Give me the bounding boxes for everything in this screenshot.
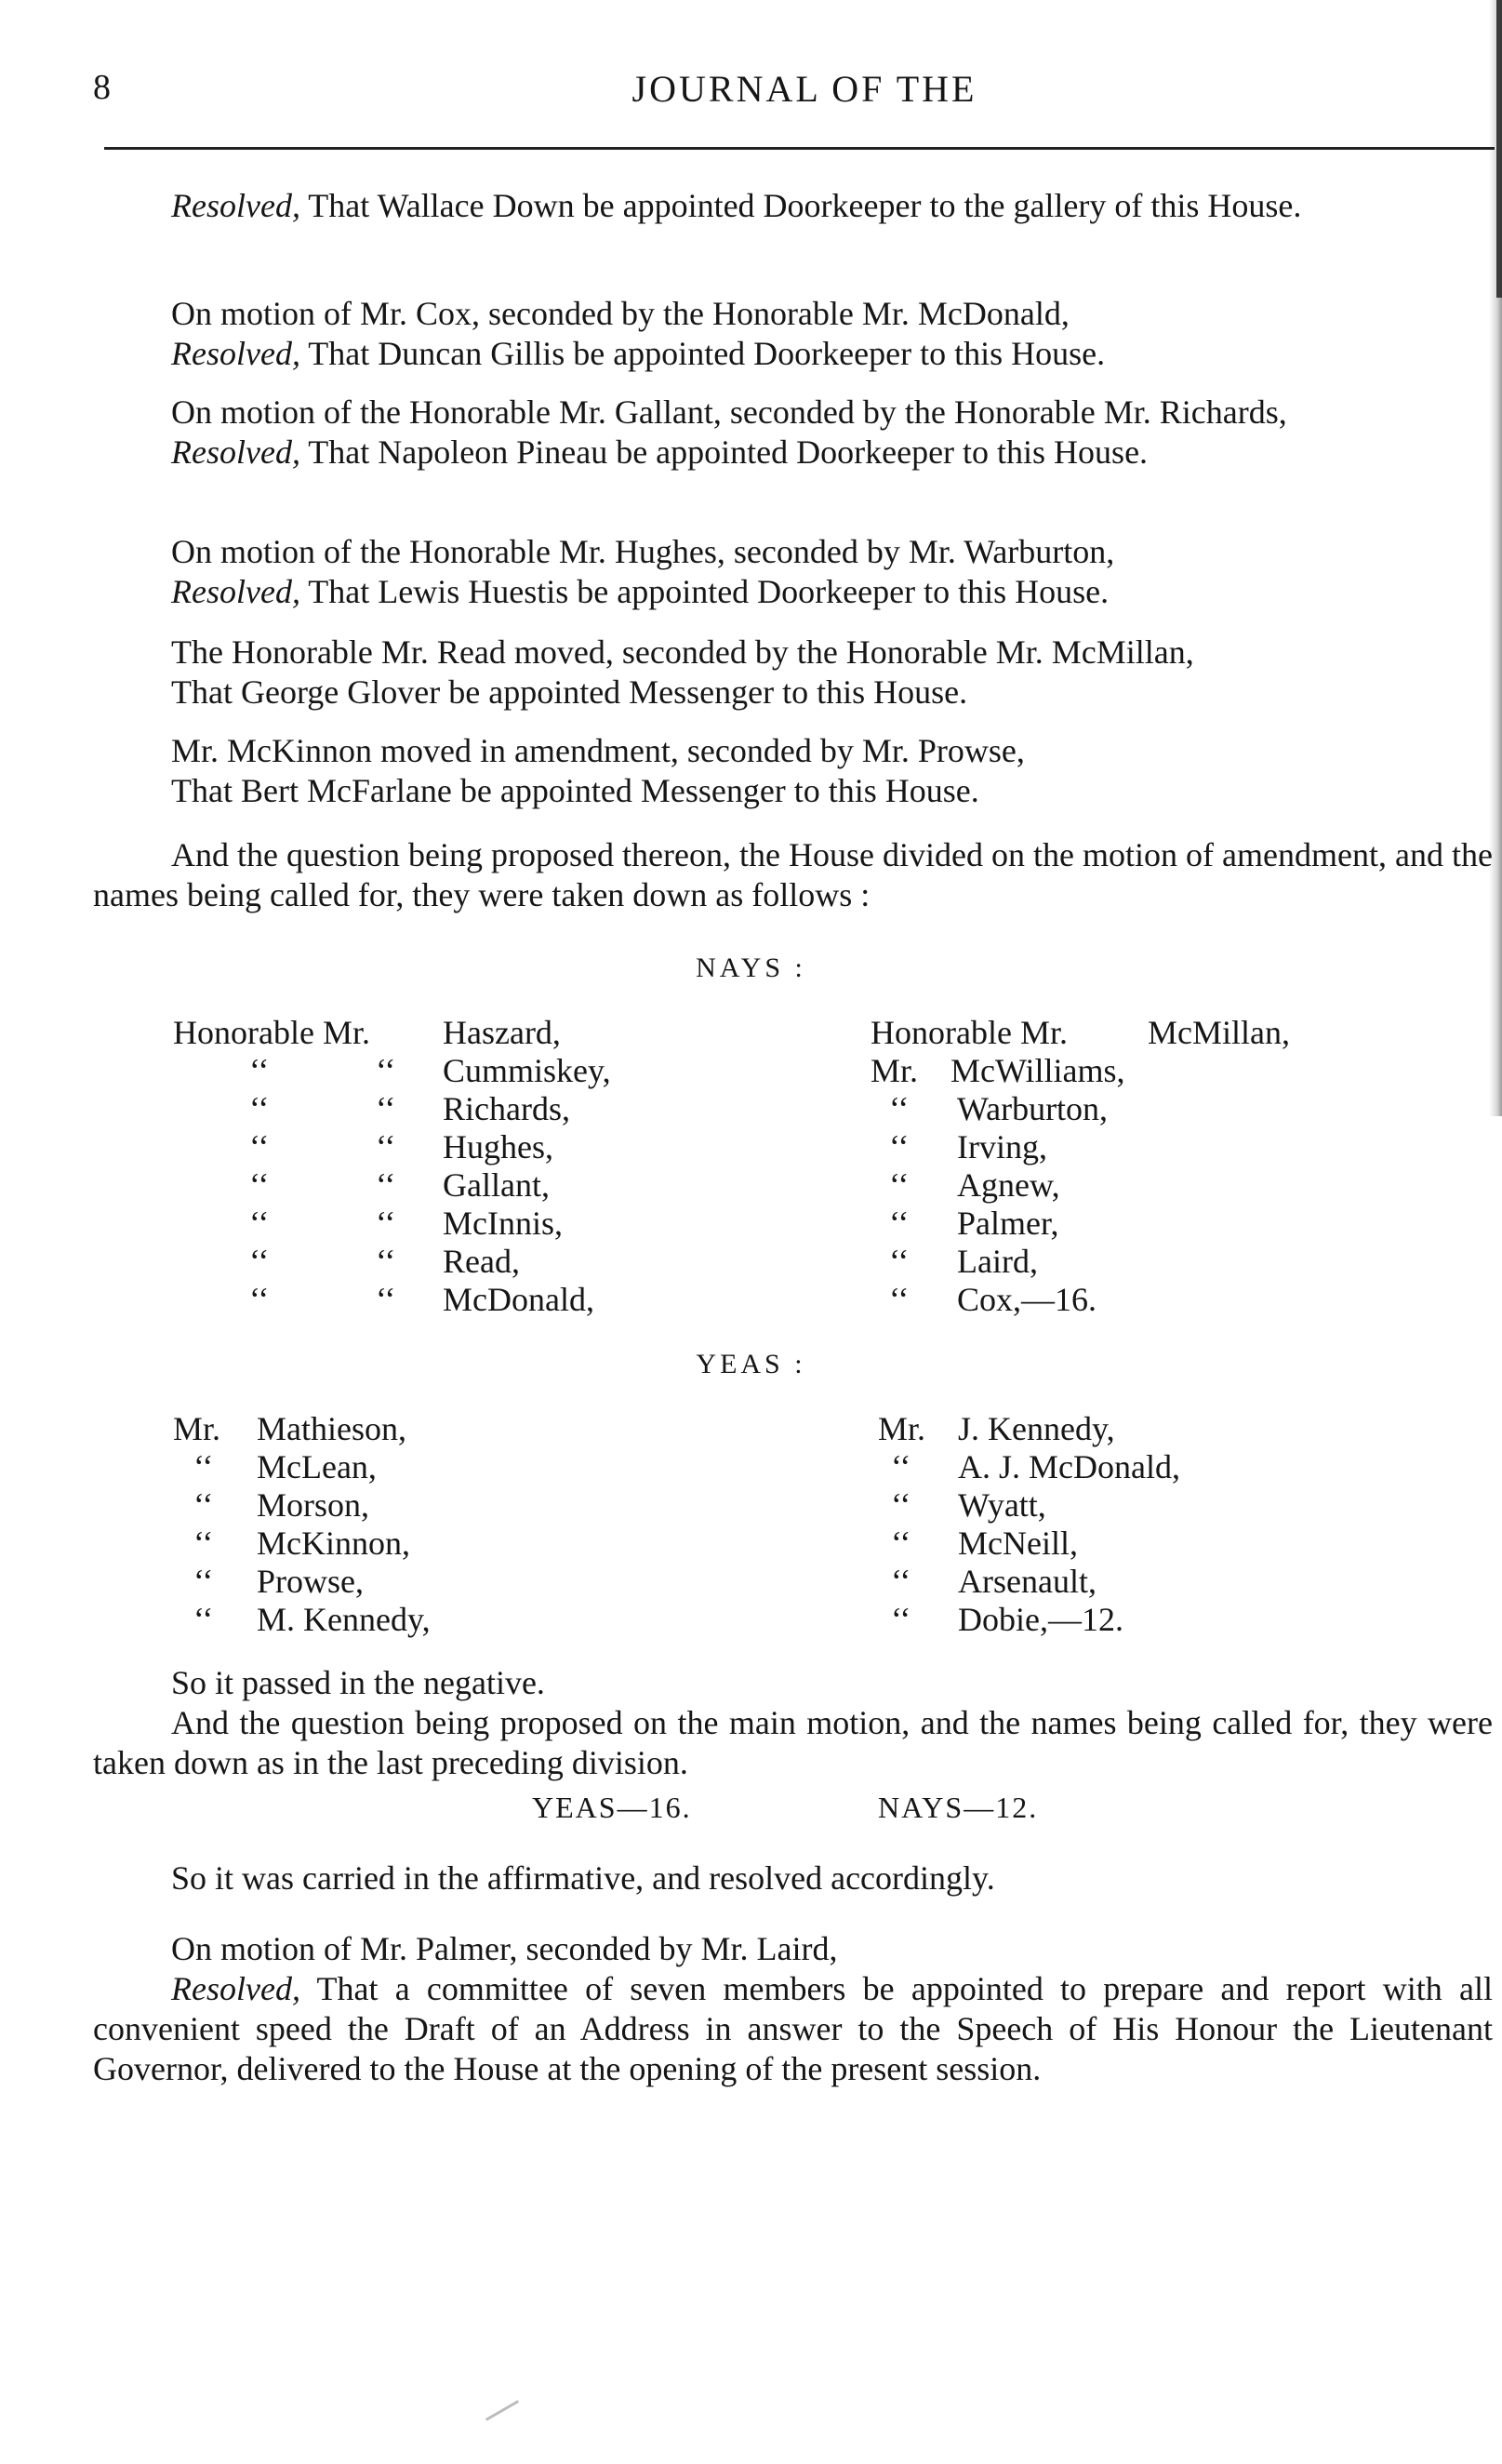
resolution-line bbox=[93, 334, 1493, 374]
ditto-mark: ‘‘ bbox=[889, 1281, 910, 1318]
member-name: McMillan, bbox=[1148, 1014, 1290, 1051]
member-name: Cox,—16. bbox=[957, 1281, 1097, 1318]
member-name: Warburton, bbox=[957, 1090, 1109, 1127]
ditto-mark: ‘‘ bbox=[889, 1090, 910, 1127]
ditto-mark: ‘‘ bbox=[889, 1243, 910, 1280]
member-name: McInnis, bbox=[443, 1205, 563, 1242]
amendment-text: That Bert McFarlane be appointed Messenger to this House. bbox=[171, 772, 979, 809]
motion-line: The Honorable Mr. Read moved, seconded by the Honorable Mr. McMillan, bbox=[171, 633, 1194, 671]
member-name: Haszard, bbox=[443, 1014, 561, 1051]
paragraph-negative-and-main-motion bbox=[93, 1663, 1493, 1783]
resolved-label: Resolved, bbox=[171, 433, 300, 471]
ditto-mark: ‘‘ bbox=[193, 1448, 214, 1485]
negative-line: So it passed in the negative. bbox=[171, 1664, 545, 1701]
member-row bbox=[871, 1243, 1466, 1281]
running-title: JOURNAL OF THE bbox=[631, 68, 977, 110]
member-prefix: Honorable Mr. bbox=[173, 1014, 370, 1051]
nays-total: NAYS—12. bbox=[878, 1791, 1039, 1824]
resolved-label: Resolved, bbox=[171, 573, 300, 610]
ditto-mark: ‘‘ bbox=[376, 1166, 396, 1204]
member-row bbox=[871, 1052, 1466, 1090]
motion-line: On motion of Mr. Cox, seconded by the Honorable Mr. McDonald, bbox=[171, 295, 1070, 332]
member-row bbox=[173, 1525, 731, 1563]
member-row bbox=[871, 1166, 1466, 1205]
member-row bbox=[173, 1448, 731, 1486]
member-row bbox=[878, 1525, 1473, 1563]
member-row bbox=[173, 1014, 731, 1052]
member-row bbox=[871, 1128, 1466, 1166]
paragraph-text: That Wallace Down be appointed Doorkeeper to the gallery of this House. bbox=[299, 187, 1302, 224]
motion-line: On motion of the Honorable Mr. Hughes, seconded by Mr. Warburton, bbox=[171, 533, 1115, 570]
member-name: Palmer, bbox=[957, 1205, 1059, 1242]
nays-right-column bbox=[871, 1014, 1466, 1319]
paragraph-resolved-wallace-down bbox=[93, 186, 1493, 226]
member-name: McDonald, bbox=[443, 1281, 594, 1318]
ditto-mark: ‘‘ bbox=[376, 1052, 396, 1089]
member-name: McNeill, bbox=[958, 1525, 1078, 1562]
yeas-heading: YEAS : bbox=[696, 1349, 806, 1379]
member-row bbox=[173, 1410, 731, 1448]
ditto-mark: ‘‘ bbox=[249, 1166, 270, 1204]
member-name: J. Kennedy, bbox=[958, 1410, 1115, 1447]
member-name: Morson, bbox=[257, 1486, 370, 1524]
member-row bbox=[173, 1052, 731, 1090]
resolution-body: That a committee of seven members be appointed to prepare and report with all convenient speed the Draft of an Address in answer to the Speech of His Honour the Lieutenant Governor, delivered to the House at the opening of the present session. bbox=[93, 1970, 1493, 2087]
paragraph-motion-gallant bbox=[93, 393, 1493, 473]
resolved-label: Resolved, bbox=[171, 335, 300, 372]
ditto-mark: ‘‘ bbox=[891, 1486, 911, 1524]
ditto-mark: ‘‘ bbox=[193, 1525, 214, 1562]
page-number: 8 bbox=[93, 68, 111, 107]
member-name: Read, bbox=[443, 1243, 520, 1280]
ditto-mark: ‘‘ bbox=[376, 1128, 396, 1165]
member-prefix: Mr. bbox=[871, 1052, 919, 1089]
member-row bbox=[173, 1486, 731, 1525]
member-name: Hughes, bbox=[443, 1128, 553, 1165]
ditto-mark: ‘‘ bbox=[193, 1486, 214, 1524]
ditto-mark: ‘‘ bbox=[249, 1243, 270, 1280]
resolution-text: That Duncan Gillis be appointed Doorkeeper to this House. bbox=[299, 335, 1106, 372]
ditto-mark: ‘‘ bbox=[376, 1243, 396, 1280]
motion-line: On motion of Mr. Palmer, seconded by Mr. Laird, bbox=[171, 1930, 838, 1967]
paragraph-affirmative: So it was carried in the affirmative, and resolved accordingly. bbox=[171, 1859, 995, 1897]
paragraph-question-proposed: And the question being proposed thereon, the House divided on the motion of amendment, and the names being called for, they were taken down as follows : bbox=[93, 836, 1493, 913]
ditto-mark: ‘‘ bbox=[376, 1090, 396, 1127]
paragraph-mckinnon-amendment bbox=[93, 731, 1493, 811]
member-prefix: Mr. bbox=[173, 1410, 221, 1447]
ditto-mark: ‘‘ bbox=[376, 1281, 396, 1318]
member-row bbox=[173, 1166, 731, 1205]
member-name: M. Kennedy, bbox=[257, 1601, 431, 1638]
member-row bbox=[871, 1205, 1466, 1243]
ditto-mark: ‘‘ bbox=[193, 1563, 214, 1600]
resolved-label: Resolved, bbox=[171, 1970, 300, 2007]
paragraph-motion-cox bbox=[93, 294, 1493, 374]
ditto-mark: ‘‘ bbox=[891, 1563, 911, 1600]
ditto-mark: ‘‘ bbox=[889, 1166, 910, 1204]
scan-mark bbox=[485, 2400, 519, 2421]
ditto-mark: ‘‘ bbox=[249, 1281, 270, 1318]
amendment-line: Mr. McKinnon moved in amendment, seconded by Mr. Prowse, bbox=[171, 732, 1025, 769]
member-name: Cummiskey, bbox=[443, 1052, 611, 1089]
page-edge-dark bbox=[1496, 0, 1502, 298]
header-rule bbox=[104, 147, 1495, 150]
main-motion-text: And the question being proposed on the main motion, and the names being called for, they were taken down as in the last preceding division. bbox=[93, 1704, 1493, 1781]
ditto-mark: ‘‘ bbox=[891, 1601, 911, 1638]
yeas-right-column bbox=[878, 1410, 1473, 1639]
paragraph-read-moved bbox=[93, 633, 1493, 713]
ditto-mark: ‘‘ bbox=[249, 1205, 270, 1242]
ditto-mark: ‘‘ bbox=[376, 1205, 396, 1242]
member-row bbox=[878, 1563, 1473, 1601]
resolved-label: Resolved, bbox=[171, 187, 300, 224]
member-row bbox=[173, 1563, 731, 1601]
member-prefix: Mr. bbox=[878, 1410, 926, 1447]
resolution-line bbox=[93, 572, 1493, 612]
member-name: Prowse, bbox=[257, 1563, 364, 1600]
paragraph-motion-palmer bbox=[93, 1929, 1493, 2089]
ditto-mark: ‘‘ bbox=[889, 1128, 910, 1165]
motion-text: That George Glover be appointed Messenger to this House. bbox=[171, 673, 968, 711]
ditto-mark: ‘‘ bbox=[889, 1205, 910, 1242]
member-row bbox=[878, 1410, 1473, 1448]
yeas-left-column bbox=[173, 1410, 731, 1639]
page-header bbox=[93, 67, 1479, 113]
member-row bbox=[173, 1243, 731, 1281]
member-name: Gallant, bbox=[443, 1166, 550, 1204]
ditto-mark: ‘‘ bbox=[193, 1601, 214, 1638]
member-row bbox=[173, 1128, 731, 1166]
member-name: Agnew, bbox=[957, 1166, 1060, 1204]
member-name: McKinnon, bbox=[257, 1525, 410, 1562]
ditto-mark: ‘‘ bbox=[891, 1448, 911, 1485]
member-row bbox=[878, 1448, 1473, 1486]
member-name: Arsenault, bbox=[958, 1563, 1097, 1600]
member-name: McWilliams, bbox=[950, 1052, 1125, 1089]
member-name: Irving, bbox=[957, 1128, 1047, 1165]
nays-left-column bbox=[173, 1014, 731, 1319]
member-name: Dobie,—12. bbox=[958, 1601, 1123, 1638]
nays-heading: NAYS : bbox=[696, 952, 806, 983]
ditto-mark: ‘‘ bbox=[249, 1090, 270, 1127]
resolution-text bbox=[93, 1969, 1493, 2089]
resolution-text: That Lewis Huestis be appointed Doorkeeper to this House. bbox=[299, 573, 1110, 610]
resolution-text: That Napoleon Pineau be appointed Doorkeeper to this House. bbox=[299, 433, 1149, 471]
member-name: Mathieson, bbox=[257, 1410, 406, 1447]
member-row bbox=[878, 1486, 1473, 1525]
member-name: A. J. McDonald, bbox=[958, 1448, 1180, 1485]
member-row bbox=[878, 1601, 1473, 1639]
member-row bbox=[173, 1090, 731, 1128]
member-prefix: Honorable Mr. bbox=[871, 1014, 1068, 1051]
member-row bbox=[871, 1281, 1466, 1319]
member-row bbox=[173, 1205, 731, 1243]
member-name: Richards, bbox=[443, 1090, 570, 1127]
resolution-line bbox=[93, 433, 1493, 473]
member-name: McLean, bbox=[257, 1448, 377, 1485]
motion-line: On motion of the Honorable Mr. Gallant, seconded by the Honorable Mr. Richards, bbox=[171, 393, 1287, 431]
member-name: Laird, bbox=[957, 1243, 1038, 1280]
member-row bbox=[173, 1281, 731, 1319]
ditto-mark: ‘‘ bbox=[249, 1052, 270, 1089]
member-name: Wyatt, bbox=[958, 1486, 1046, 1524]
member-row bbox=[173, 1601, 731, 1639]
yeas-total: YEAS—16. bbox=[532, 1791, 692, 1824]
paragraph-motion-hughes bbox=[93, 532, 1493, 612]
member-row bbox=[871, 1014, 1466, 1052]
member-row bbox=[871, 1090, 1466, 1128]
ditto-mark: ‘‘ bbox=[249, 1128, 270, 1165]
ditto-mark: ‘‘ bbox=[891, 1525, 911, 1562]
